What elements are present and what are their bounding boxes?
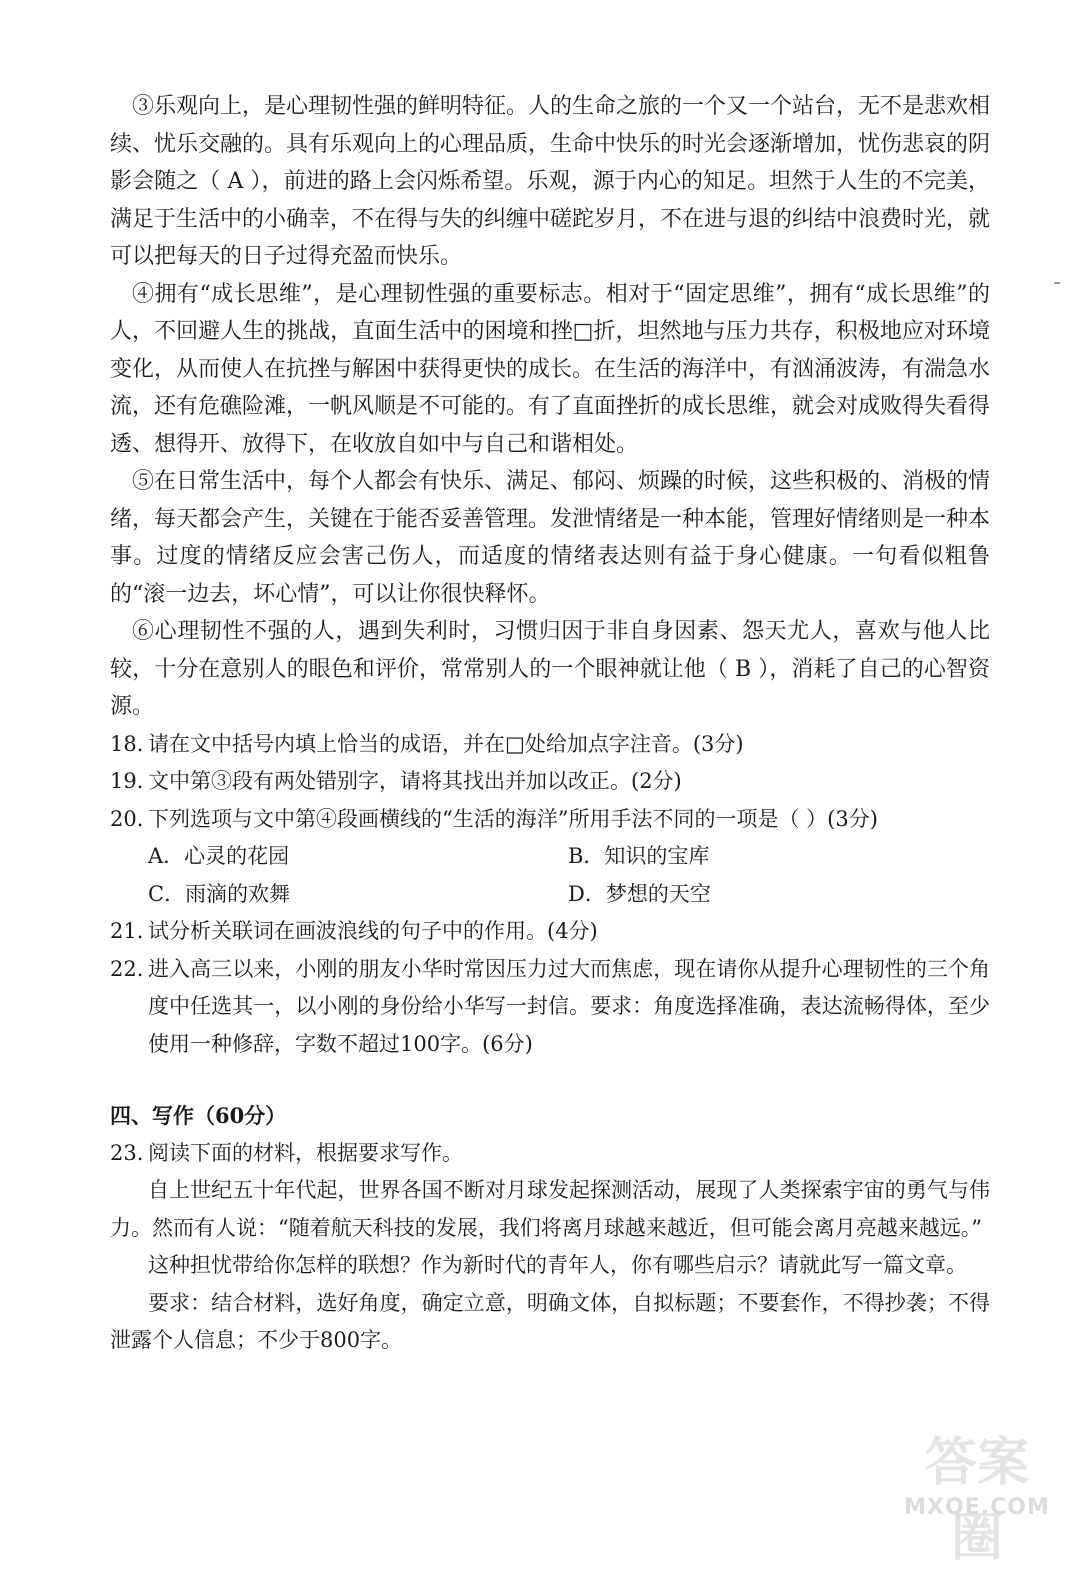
question-18 xyxy=(110,726,990,764)
option-c: C．雨滴的欢舞 xyxy=(148,881,291,906)
writing-material-2: 这种担忧带给你怎样的联想？作为新时代的青年人，你有哪些启示？请就此写一篇文章。 xyxy=(148,1253,967,1277)
question-20 xyxy=(110,801,990,839)
question-20-options xyxy=(110,838,990,913)
option-b: B．知识的宝库 xyxy=(568,844,710,868)
question-number: 19. xyxy=(110,769,144,793)
question-number: 21. xyxy=(110,919,144,943)
watermark xyxy=(902,1420,1052,1568)
watermark-logo: 答案圈 xyxy=(924,1433,1029,1568)
question-21 xyxy=(110,913,990,951)
question-number: 20. xyxy=(110,806,144,831)
question-23 xyxy=(110,1135,990,1173)
question-text: 文中第③段有两处错别字，请将其找出并加以改正。(2分) xyxy=(148,769,682,793)
passage-paragraph-6: ⑥心理韧性不强的人，遇到失利时，习惯归因于非自身因素、怨天尤人，喜欢与他人比较，十分在意别人的眼色和评价，常常别人的一个眼神就让他（ B ），消耗了自己的心智资源。 xyxy=(110,619,990,719)
question-text: 阅读下面的材料，根据要求写作。 xyxy=(148,1140,463,1165)
writing-requirements: 要求：结合材料，选好角度，确定立意，明确文体，自拟标题；不要套作，不得抄袭；不得泄露个人信息；不少于800字。 xyxy=(110,1290,990,1352)
option-d: D．梦想的天空 xyxy=(568,881,711,906)
option-a: A．心灵的花园 xyxy=(148,844,290,868)
section-title-writing: 四、写作（60分） xyxy=(110,1103,287,1128)
question-text: 进入高三以来，小刚的朋友小华时常因压力过大而焦虑，现在请你从提升心理韧性的三个角度中任选其一，以小刚的身份给小华写一封信。要求：角度选择准确，表达流畅得体，至少使用一种修辞，字数不超过100字。(6分) xyxy=(148,956,990,1056)
question-number: 23. xyxy=(110,1140,144,1165)
question-number: 18. xyxy=(110,731,144,756)
question-text: 请在文中括号内填上恰当的成语，并在□处给加点字注音。(3分) xyxy=(148,731,744,756)
passage-paragraph-4: ④拥有“成长思维”，是心理韧性强的重要标志。相对于“固定思维”，拥有“成长思维”的人，不回避人生的挑战，直面生活中的困境和挫□折，坦然地与压力共存，积极地应对环境变化，从而使人在抗挫与解困中获得更快的成长。在生活的海洋中，有汹涌波涛，有湍急水流，还有危礁险滩，一帆风顺是不可能的。有了直面挫折的成长思维，就会对成败得失看得透、想得开、放得下，在收放自如中与自己和谐相处。 xyxy=(110,281,991,457)
passage-paragraph-5: ⑤在日常生活中，每个人都会有快乐、满足、郁闷、烦躁的时候，这些积极的、消极的情绪，每天都会产生，关键在于能否妥善管理。发泄情绪是一种本能，管理好情绪则是一种本事。过度的情绪反应会害己伤人，而适度的情绪表达则有益于身心健康。一句看似粗鲁的“滚一边去，坏心情”，可以让你很快释怀。 xyxy=(110,469,991,607)
exam-page xyxy=(110,88,990,1360)
question-19 xyxy=(110,763,990,801)
writing-material-1: 自上世纪五十年代起，世界各国不断对月球发起探测活动，展现了人类探索宇宙的勇气与伟力。然而有人说：“随着航天科技的发展，我们将离月球越来越近，但可能会离月亮越来越远。” xyxy=(110,1178,990,1240)
question-22 xyxy=(110,951,990,1064)
margin-mark xyxy=(1054,282,1060,284)
question-text: 下列选项与文中第④段画横线的“生活的海洋”所用手法不同的一项是（ ）(3分) xyxy=(148,806,878,831)
watermark-site: MXQE.COM xyxy=(904,1495,1050,1520)
question-number: 22. xyxy=(110,956,144,981)
passage-paragraph-3: ③乐观向上，是心理韧性强的鲜明特征。人的生命之旅的一个又一个站台，无不是悲欢相续、忧乐交融的。具有乐观向上的心理品质，生命中快乐的时光会逐渐增加，忧伤悲哀的阴影会随之（ A ），前进的路上会闪烁希望。乐观，源于内心的知足。坦然于人生的不完美，满足于生活中的小确幸，不在得与失的纠缠中磋跎岁月，不在进与退的纠结中浪费时光，就可以把每天的日子过得充盈而快乐。 xyxy=(110,94,991,269)
question-text: 试分析关联词在画波浪线的句子中的作用。(4分) xyxy=(148,919,598,943)
